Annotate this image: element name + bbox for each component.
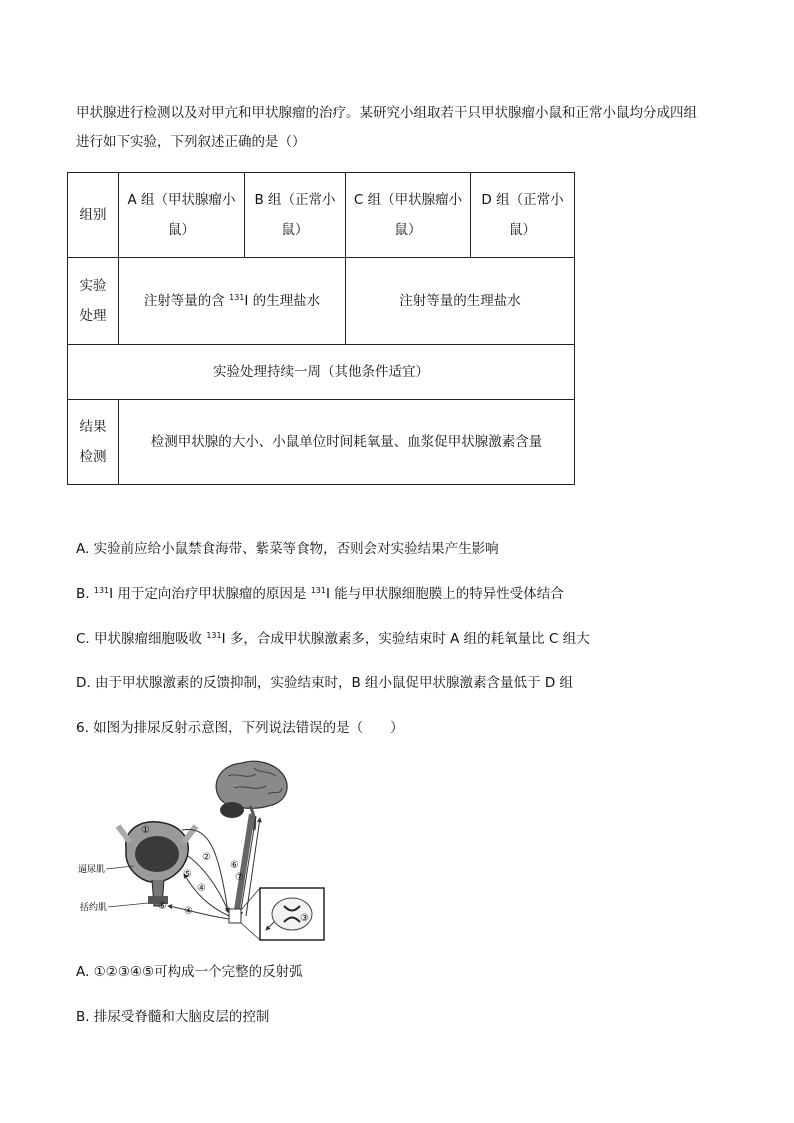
experiment-table xyxy=(67,172,575,485)
group-b-cell xyxy=(245,173,346,258)
treatment-cd-cell: 注射等量的生理盐水 xyxy=(346,258,575,345)
label-5b: ⑤ xyxy=(158,901,167,912)
intro-line-1: 甲状腺进行检测以及对甲亢和甲状腺瘤的治疗。某研究小组取若干只甲状腺瘤小鼠和正常小鼠均分成四组 xyxy=(76,105,697,121)
treatment-ab-cell xyxy=(119,258,346,345)
option-b xyxy=(76,582,756,606)
isotope-superscript: 131 xyxy=(229,293,245,302)
table-row-duration xyxy=(68,345,575,400)
label-3: ③ xyxy=(300,913,309,924)
label-4: ④ xyxy=(197,883,206,894)
option-b-middle: I 用于定向治疗甲状腺瘤的原因是 xyxy=(109,586,311,602)
result-label-cell xyxy=(68,400,119,485)
table-row-treatment xyxy=(68,258,575,345)
label-2: ② xyxy=(202,852,211,863)
group-d-line-1: D 组（正常小 xyxy=(481,192,564,208)
option-b-superscript-2: 131 xyxy=(310,586,326,595)
group-c-cell xyxy=(346,173,471,258)
group-c-line-1: C 组（甲状腺瘤小 xyxy=(353,192,463,208)
table-row-result xyxy=(68,400,575,485)
group-c-line-2: 鼠） xyxy=(394,222,422,238)
treatment-label-cell xyxy=(68,258,119,345)
group-b-line-2: 鼠） xyxy=(281,222,309,238)
spinal-segment-box xyxy=(229,909,241,923)
table-row-groups xyxy=(68,173,575,258)
question-intro xyxy=(76,99,736,157)
label-7: ⑦ xyxy=(235,872,244,883)
option-c xyxy=(76,627,756,651)
label-5: ⑤ xyxy=(183,869,192,880)
option-c-superscript: 131 xyxy=(206,631,222,640)
group-a-cell xyxy=(119,173,245,258)
option-b-superscript-1: 131 xyxy=(93,586,110,595)
question-6-option-a: A. ①②③④⑤可构成一个完整的反射弧 xyxy=(76,964,303,980)
intro-line-2: 进行如下实验，下列叙述正确的是（） xyxy=(76,134,306,150)
treatment-ab-text: 注射等量的含 xyxy=(143,293,230,309)
result-cell: 检测甲状腺的大小、小鼠单位时间耗氧量、血浆促甲状腺激素含量 xyxy=(119,400,575,485)
question-6-stem: 6. 如图为排尿反射示意图，下列说法错误的是（ ） xyxy=(76,720,404,736)
detrusor-label: 逼尿肌 xyxy=(78,865,106,875)
question-6-option-b: B. 排尿受脊髓和大脑皮层的控制 xyxy=(76,1009,270,1025)
group-b-line-1: B 组（正常小 xyxy=(254,192,336,208)
option-c-prefix: C. 甲状腺瘤细胞吸收 xyxy=(76,631,207,647)
label-4b: ④ xyxy=(184,906,193,917)
group-label-cell: 组别 xyxy=(68,173,119,258)
result-label-line-2: 检测 xyxy=(79,449,107,465)
treatment-label-line-2: 处理 xyxy=(79,308,107,324)
result-label-line-1: 结果 xyxy=(79,419,107,435)
label-1: ① xyxy=(141,825,150,836)
label-6: ⑥ xyxy=(230,860,239,871)
option-c-text: I 多，合成甲状腺激素多，实验结束时 A 组的耗氧量比 C 组大 xyxy=(221,631,590,647)
option-b-end: I 能与甲状腺细胞膜上的特异性受体结合 xyxy=(326,586,564,602)
sphincter-label: 括约肌 xyxy=(80,903,108,913)
urination-reflex-diagram xyxy=(78,756,328,941)
duration-cell: 实验处理持续一周（其他条件适宜） xyxy=(68,345,575,400)
treatment-ab-text-end: I 的生理盐水 xyxy=(244,293,321,309)
option-b-prefix: B. xyxy=(76,586,94,602)
group-d-line-2: 鼠） xyxy=(509,222,536,238)
treatment-label-line-1: 实验 xyxy=(79,278,107,294)
group-a-line-2: 鼠） xyxy=(168,222,195,238)
option-d: D. 由于甲状腺激素的反馈抑制，实验结束时，B 组小鼠促甲状腺激素含量低于 D 组 xyxy=(76,675,574,691)
bladder-image xyxy=(118,822,196,906)
option-a: A. 实验前应给小鼠禁食海带、紫菜等食物，否则会对实验结果产生影响 xyxy=(76,541,499,557)
group-a-line-1: A 组（甲状腺瘤小 xyxy=(127,192,236,208)
group-d-cell xyxy=(471,173,575,258)
